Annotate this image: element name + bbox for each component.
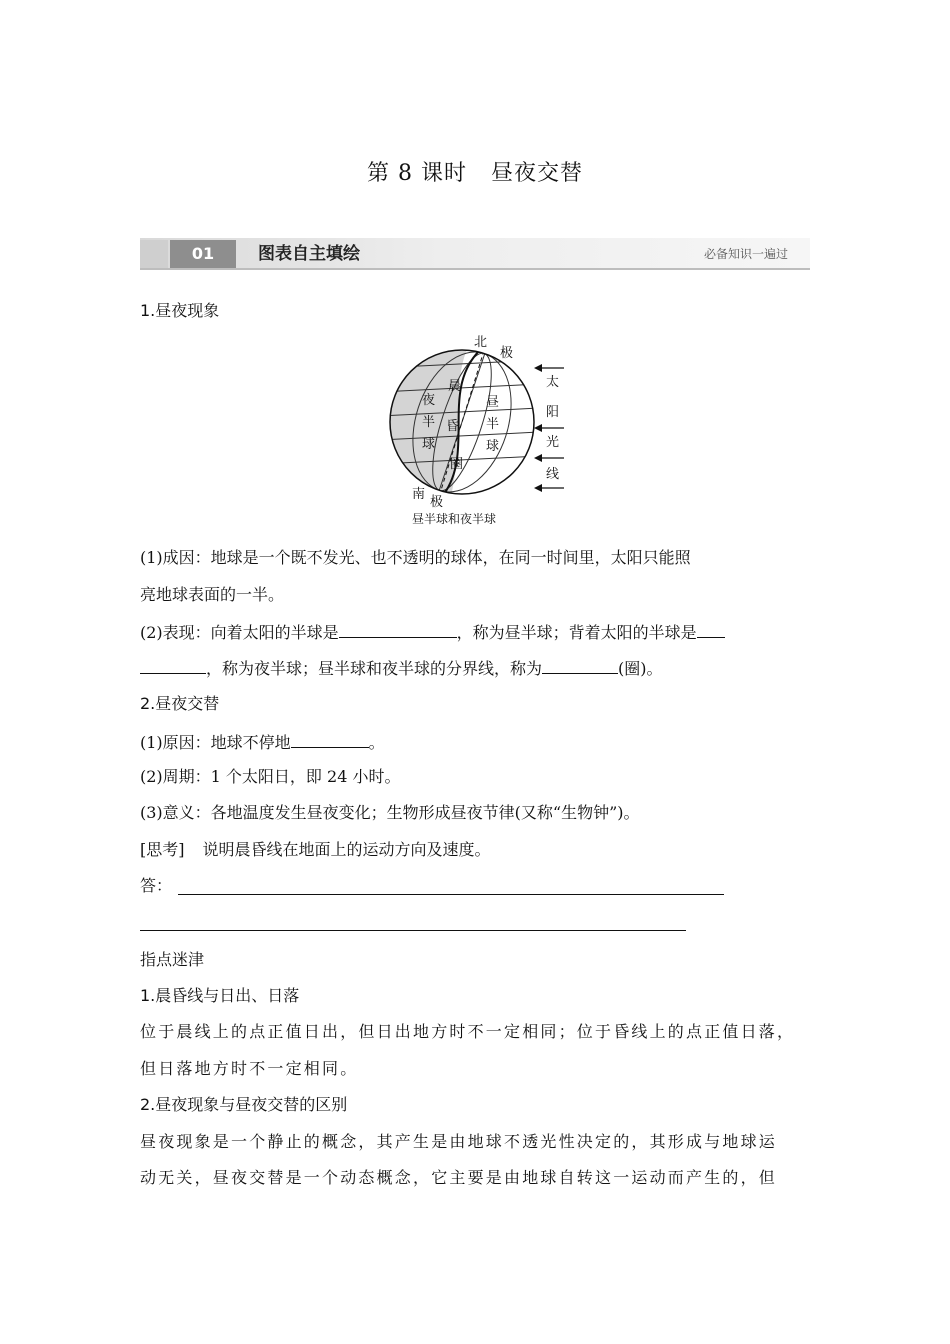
think-tag: [思考]: [140, 840, 185, 859]
dawn-char-3: 圈: [450, 457, 464, 472]
tip1-line-1: 位于晨线上的点正值日出，但日出地方时不一定相同；位于昏线上的点正值日落，: [140, 1022, 796, 1041]
show-text-d: (圈)。: [618, 659, 663, 678]
blank-night-hemisphere-end[interactable]: [140, 657, 206, 674]
section2-heading: 2.昼夜交替: [140, 694, 220, 713]
answer-label: 答：: [140, 876, 173, 895]
tips-heading: 指点迷津: [140, 950, 205, 969]
banner-title: 图表自主填绘: [258, 244, 360, 264]
lesson-topic: 昼夜交替: [490, 161, 583, 186]
blank-day-hemisphere[interactable]: [339, 621, 457, 638]
lesson-number: 第 8 课时: [367, 161, 467, 186]
sun-char-1: 太: [546, 375, 560, 390]
banner-lead-block: [140, 240, 168, 268]
reason-text-a: (1)原因：地球不停地: [140, 733, 291, 752]
tip2-line-1: 昼夜现象是一个静止的概念，其产生是由地球不透光性决定的，其形成与地球运: [140, 1132, 778, 1151]
tip2-line-2: 动无关，昼夜交替是一个动态概念，它主要是由地球自转这一运动而产生的，但: [140, 1168, 778, 1187]
answer-rule-2[interactable]: [140, 930, 686, 931]
dawn-char-1: 晨: [448, 379, 462, 394]
banner-tagline: 必备知识一遍过: [703, 247, 788, 261]
night-char-2: 半: [422, 415, 436, 430]
night-char-3: 球: [422, 437, 436, 452]
tip1-line-2: 但日落地方时不一定相同。: [140, 1059, 359, 1078]
show-line-2: [140, 657, 663, 679]
section-banner: [140, 238, 810, 270]
day-night-figure: [380, 330, 580, 530]
north-label: 北: [474, 335, 488, 350]
south-label: 南: [412, 487, 426, 502]
night-char-1: 夜: [422, 393, 436, 408]
period-line: (2)周期：1 个太阳日，即 24 小时。: [140, 767, 401, 786]
page-title: [0, 156, 950, 187]
answer-line: [140, 876, 172, 896]
figure-caption: 昼半球和夜半球: [412, 512, 497, 526]
reason-line: [140, 731, 385, 753]
reason-text-b: 。: [368, 733, 385, 752]
sun-char-4: 线: [546, 467, 560, 482]
blank-rotation[interactable]: [291, 731, 369, 748]
cause-line-2: 亮地球表面的一半。: [140, 585, 285, 604]
north-pole-label: 极: [500, 346, 514, 361]
banner-number: 01: [170, 240, 236, 268]
think-text: 说明晨昏线在地面上的运动方向及速度。: [202, 840, 491, 859]
day-char-1: 昼: [486, 395, 500, 410]
globe-diagram: [380, 330, 580, 530]
dawn-char-2: 昏: [446, 419, 460, 434]
south-pole-label: 极: [430, 495, 444, 510]
answer-rule-1[interactable]: [178, 894, 724, 895]
blank-night-hemisphere-start[interactable]: [697, 621, 725, 638]
sun-char-3: 光: [546, 435, 560, 450]
show-line-1: [140, 621, 725, 643]
cause-line-1: (1)成因：地球是一个既不发光、也不透明的球体，在同一时间里，太阳只能照: [140, 548, 691, 567]
show-text-c: ，称为夜半球；昼半球和夜半球的分界线，称为: [206, 659, 543, 678]
sun-char-2: 阳: [546, 405, 560, 420]
blank-terminator[interactable]: [542, 657, 618, 674]
show-text-a: (2)表现：向着太阳的半球是: [140, 623, 339, 642]
tip1-heading: 1.晨昏线与日出、日落: [140, 986, 300, 1005]
meaning-line: (3)意义：各地温度发生昼夜变化；生物形成昼夜节律(又称“生物钟”)。: [140, 803, 640, 822]
day-char-3: 球: [486, 439, 500, 454]
tip2-heading: 2.昼夜现象与昼夜交替的区别: [140, 1095, 348, 1114]
show-text-b: ，称为昼半球；背着太阳的半球是: [456, 623, 697, 642]
think-line: [140, 840, 491, 860]
day-char-2: 半: [486, 417, 500, 432]
section1-heading: 1.昼夜现象: [140, 301, 220, 320]
